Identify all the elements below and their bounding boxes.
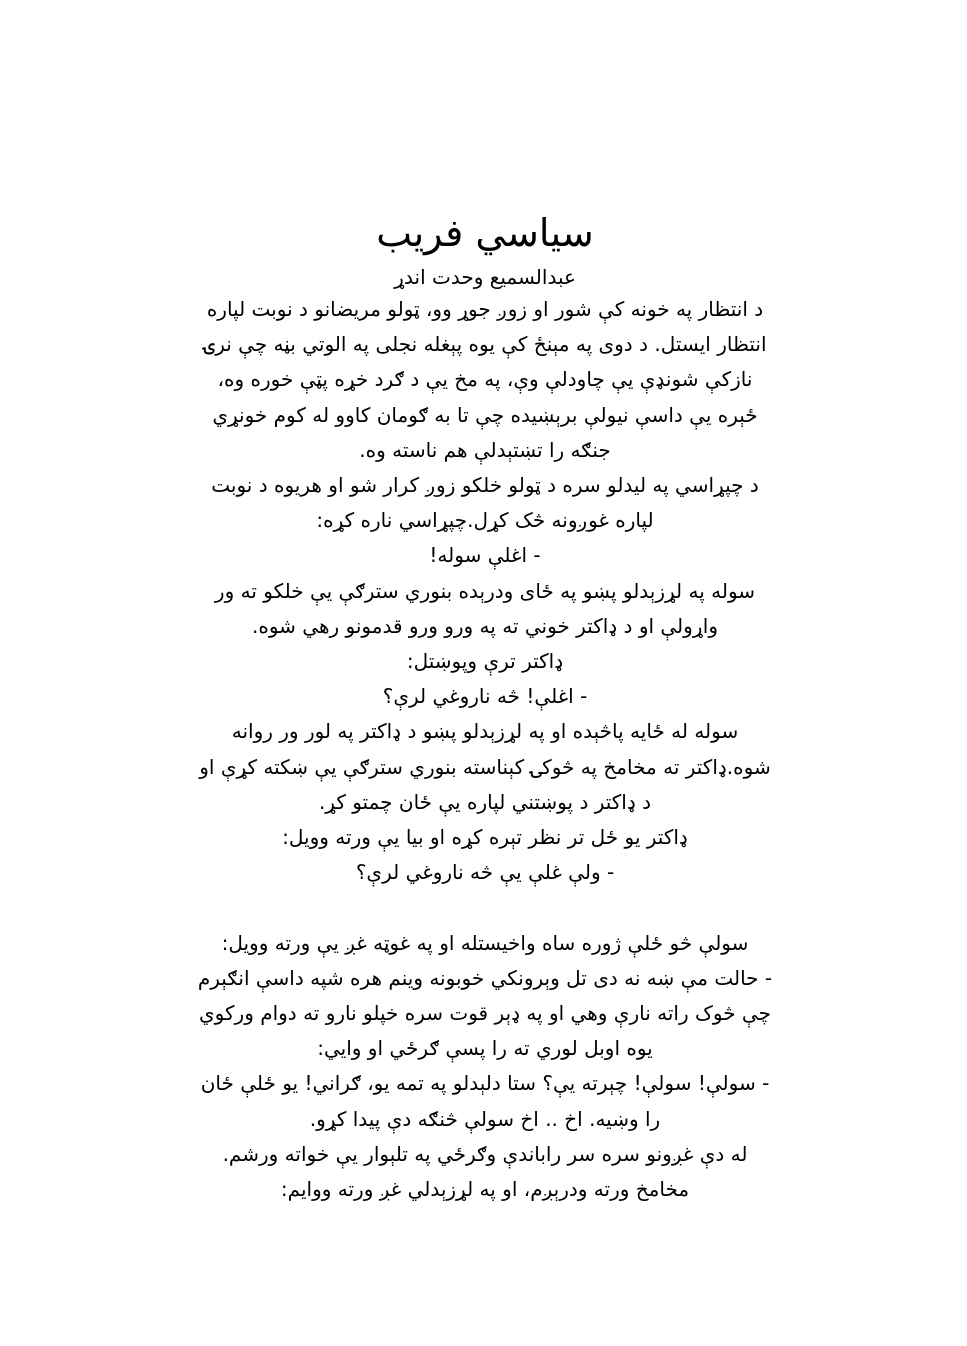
text-line: - حالت مې ښه نه دی تل وېرونکي خوبونه وینم هره شپه داسې انګېرم bbox=[197, 965, 773, 990]
text-line: ډاکتر یو ځل تر نظر تېره کړه او بیا یې ورته وویل: bbox=[282, 825, 688, 850]
text-line: را وښیه. اخ .. اخ سولې څنګه دې پیدا کړو. bbox=[309, 1106, 661, 1131]
text-line: انتظار ایستل. د دوی په مېنځ کې یوه پېغله نجلی په الوتي بڼه چې نرۍ bbox=[203, 332, 767, 357]
text-line: - اغلې! څه ناروغي لرې؟ bbox=[382, 684, 588, 709]
text-line: یوه اوبل لوري ته را پسې ګرځي او وايي: bbox=[317, 1036, 653, 1061]
text-line: چې څوک راته نارې وهي او په ډېر قوت سره خپلو نارو ته دوام ورکوي bbox=[199, 1001, 771, 1026]
text-lines bbox=[140, 292, 830, 1207]
text-line: - اغلې سوله! bbox=[429, 543, 541, 568]
document-body bbox=[140, 204, 830, 1207]
text-line: - ولې غلې یې څه ناروغي لرې؟ bbox=[355, 860, 615, 885]
text-line: سوله په لړزېدلو پښو په ځای ودرېده بنوري سترګې یې خلکو ته ور bbox=[214, 578, 756, 603]
text-line: لپاره غوږونه څک کړل.چپړاسي ناره کړه: bbox=[316, 508, 654, 533]
text-line: ډاکتر ترې وپوښتل: bbox=[406, 649, 564, 674]
text-line bbox=[140, 890, 830, 925]
text-line: ځېره یې داسې نیولې برېښیده چې تا به ګومان کاوو له کوم خونړي bbox=[212, 402, 758, 427]
text-line: د ډاکتر د پوښتني لپاره یې ځان چمتو کړ. bbox=[318, 789, 652, 814]
document-title: سیاسي فریب bbox=[376, 211, 594, 255]
text-line: واړولې او د ډاکتر خوني ته په ورو ورو قدمونو رهي شوه. bbox=[252, 613, 718, 638]
text-line: له دې غږونو سره سر راباندې وګرځي په تلېوار یې خواته ورشم. bbox=[222, 1141, 748, 1166]
text-line: جنګه را تښتېدلې هم ناسته وه. bbox=[359, 437, 611, 462]
text-line: نازکې شونډې یې چاودلې وې، په مخ یې د ګرد خړه پټې خوره وه، bbox=[217, 367, 753, 392]
text-line: شوه.ډاکتر ته مخامخ په څوکۍ کېناسته بنوري سترګې یې ښکته کړې او bbox=[199, 754, 771, 779]
text-line: د چپړاسي په لیدلو سره د ټولو خلکو زوږ کرار شو او هریوه د نوبت bbox=[211, 473, 759, 498]
author-name: عبدالسمیع وحدت اندړ bbox=[394, 265, 576, 289]
text-line: سوله له ځایه پاڅېده او په لړزېدلو پښو د ډاکتر په لور ور روانه bbox=[231, 719, 739, 744]
text-line: مخامخ ورته ودرېږم، او په لړزېدلي غږ ورته ووایم: bbox=[280, 1177, 690, 1202]
text-line: سولې څو ځلې ژوره ساه واخیستله او په غوټه غږ یې ورته وویل: bbox=[221, 930, 749, 955]
text-line: - سولې! سولې! چېرته یې؟ ستا دلېدلو په تمه یو، ګراني! یو ځلې ځان bbox=[200, 1071, 770, 1096]
text-line: د انتظار په خونه کې شور او زوږ جوړ وو، ټولو مریضانو د نوبت لپاره bbox=[206, 297, 764, 321]
